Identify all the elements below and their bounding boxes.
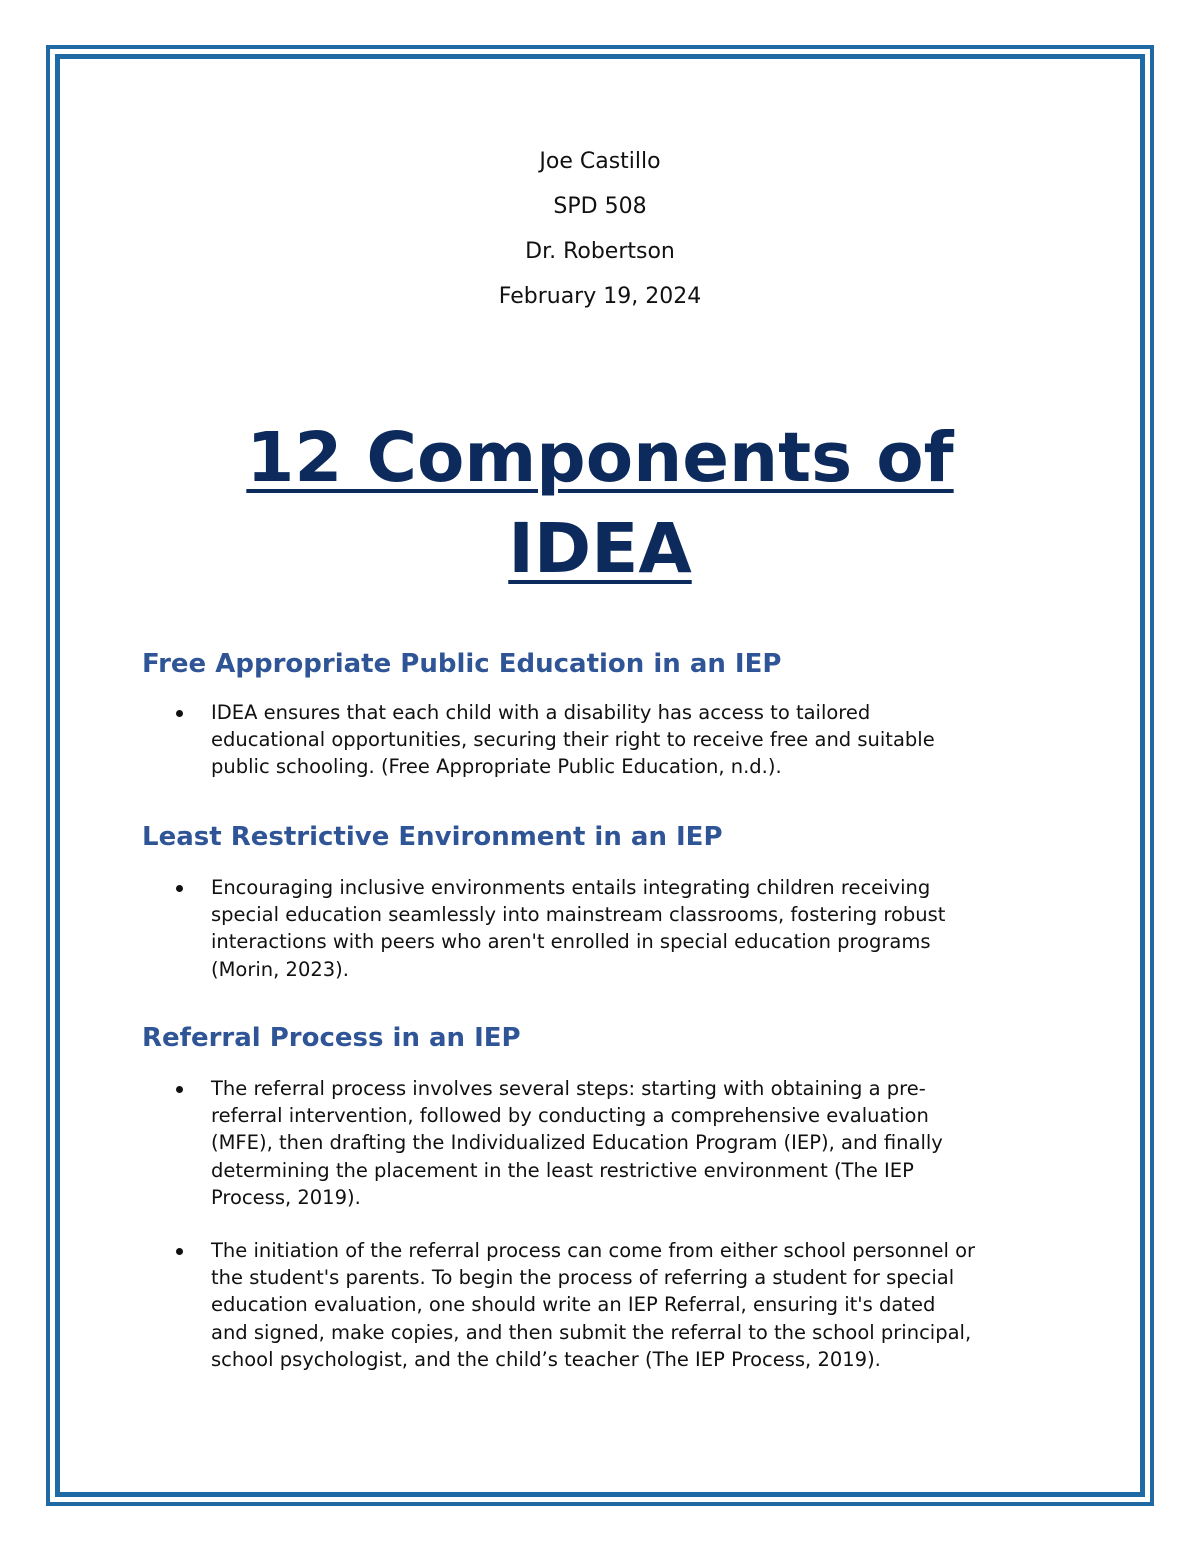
bullet-icon xyxy=(176,1086,183,1093)
section-list-fape xyxy=(172,699,1072,781)
list-item xyxy=(172,1075,1072,1211)
section-heading-fape: Free Appropriate Public Education in an IEP xyxy=(142,649,782,679)
section-heading-lre: Least Restrictive Environment in an IEP xyxy=(142,822,723,852)
list-item-text: IDEA ensures that each child with a disability has access to tailored educational opportunities, securing their right to receive free and suitable public schooling. (Free Appropriate Public Education, n.d.). xyxy=(211,701,935,779)
section-heading-referral: Referral Process in an IEP xyxy=(142,1023,521,1053)
course-code: SPD 508 xyxy=(553,194,647,219)
list-item xyxy=(172,874,1072,983)
bullet-icon xyxy=(176,710,183,717)
title-line-1: 12 Components of xyxy=(246,418,954,498)
section-list-lre xyxy=(172,874,1072,983)
instructor-name: Dr. Robertson xyxy=(525,239,675,264)
author-name: Joe Castillo xyxy=(539,149,661,174)
document-title xyxy=(120,413,1080,595)
list-item-text: Encouraging inclusive environments entails integrating children receiving special education seamlessly into mainstream classrooms, fostering robust interactions with peers who aren't enrolled in special education programs (Morin, 2023). xyxy=(211,876,946,981)
bullet-icon xyxy=(176,885,183,892)
list-item xyxy=(172,699,1072,781)
list-item-text: The referral process involves several steps: starting with obtaining a pre- referral intervention, followed by conducting a comprehensive evaluation (MFE), then drafting the Individualized Education Program (IEP), and finally determining the placement in the least restrictive environment (The IEP Process, 2019). xyxy=(211,1077,943,1209)
bullet-icon xyxy=(176,1248,183,1255)
section-list-referral xyxy=(172,1075,1072,1373)
list-item-text: The initiation of the referral process can come from either school personnel or the student's parents. To begin the process of referring a student for special education evaluation, one should write an IEP Referral, ensuring it's dated and signed, make copies, and then submit the referral to the school principal, school psychologist, and the child’s teacher (The IEP Process, 2019). xyxy=(211,1239,976,1371)
header-block xyxy=(0,139,1200,319)
document-date: February 19, 2024 xyxy=(498,284,702,309)
title-line-2: IDEA xyxy=(508,509,692,589)
list-item xyxy=(172,1237,1072,1373)
